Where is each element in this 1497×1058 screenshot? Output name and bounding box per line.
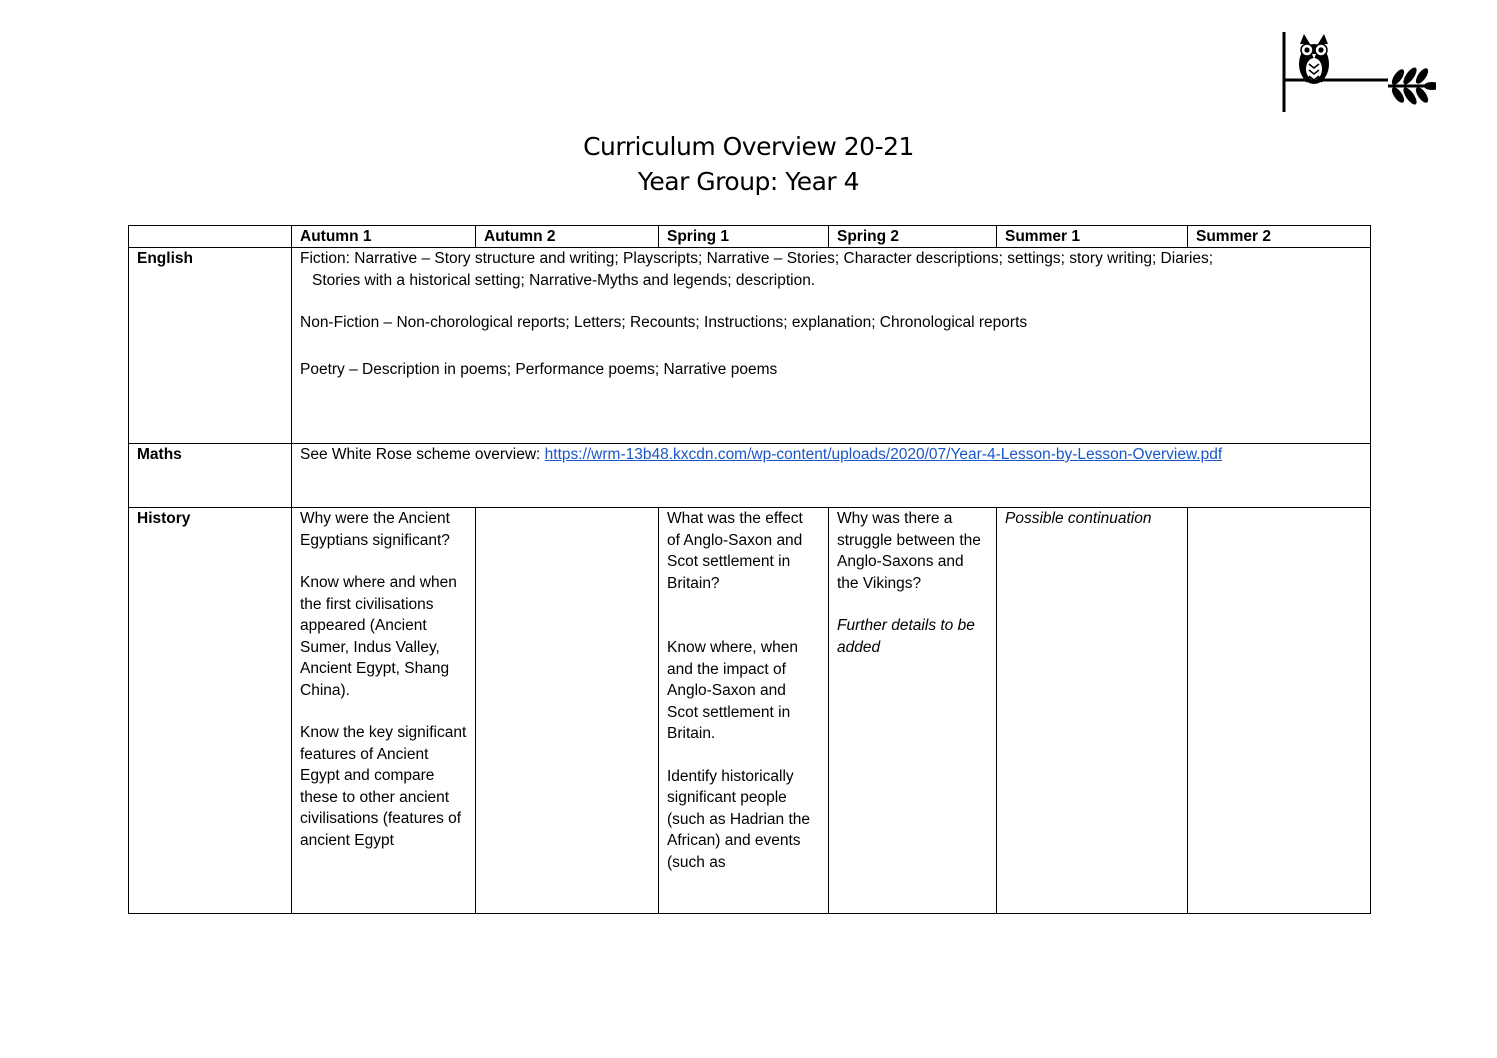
header-summer-1: Summer 1 — [997, 226, 1188, 248]
header-spring-2: Spring 2 — [829, 226, 997, 248]
maths-content — [292, 444, 1371, 508]
history-spring1-question: What was the effect of Anglo-Saxon and Scot settlement in Britain? — [667, 510, 803, 592]
page-title: Curriculum Overview 20-21 — [583, 132, 914, 161]
english-fiction: Fiction: Narrative – Story structure and writing; Playscripts; Narrative – Stories; Character descriptions; settings; story writing; Diaries; — [300, 250, 1214, 267]
owl-logo-icon — [1276, 30, 1436, 114]
maths-row — [129, 444, 1371, 508]
history-autumn1-question: Why were the Ancient Egyptians significant? — [300, 510, 450, 549]
history-spring2-note: Further details to be added — [837, 617, 975, 656]
english-poetry: Poetry – Description in poems; Performance poems; Narrative poems — [300, 360, 778, 378]
page-subtitle: Year Group: Year 4 — [637, 167, 860, 196]
header-cell-empty — [129, 226, 292, 248]
english-row — [129, 248, 1371, 444]
subject-history: History — [129, 508, 292, 914]
history-summer-1 — [997, 508, 1188, 914]
header-autumn-1: Autumn 1 — [292, 226, 476, 248]
history-spring1-objective-2: Identify historically significant people (such as Hadrian the African) and events (such as — [667, 767, 811, 871]
subject-maths: Maths — [129, 444, 292, 508]
header-summer-2: Summer 2 — [1188, 226, 1371, 248]
history-spring1-objective-1: Know where, when and the impact of Anglo-Saxon and Scot settlement in Britain. — [667, 639, 798, 742]
english-fiction-cont: Stories with a historical setting; Narrative-Myths and legends; description. — [312, 271, 816, 289]
history-summer-2 — [1188, 508, 1371, 914]
history-autumn1-objective-1: Know where and when the first civilisations appeared (Ancient Sumer, Indus Valley, Ancient Egypt, Shang China). — [300, 574, 457, 699]
header-autumn-2: Autumn 2 — [476, 226, 659, 248]
history-spring-2 — [829, 508, 997, 914]
header-row — [129, 226, 1371, 248]
history-autumn1-objective-2: Know the key significant features of Ancient Egypt and compare these to other ancient civilisations (features of ancient Egypt — [300, 724, 467, 849]
english-nonfiction: Non-Fiction – Non-chorological reports; Letters; Recounts; Instructions; explanation; Chronological reports — [300, 314, 1028, 331]
header-spring-1: Spring 1 — [659, 226, 829, 248]
history-row — [129, 508, 1371, 914]
history-spring2-question: Why was there a struggle between the Anglo-Saxons and the Vikings? — [837, 510, 981, 592]
curriculum-table — [128, 225, 1371, 914]
history-summer1-note: Possible continuation — [1005, 510, 1152, 527]
history-autumn-2 — [476, 508, 659, 914]
english-content — [292, 248, 1371, 444]
maths-text: See White Rose scheme overview: — [300, 446, 545, 463]
white-rose-link[interactable]: https://wrm-13b48.kxcdn.com/wp-content/uploads/2020/07/Year-4-Lesson-by-Lesson-Overview.pdf — [544, 446, 1223, 463]
history-autumn-1 — [292, 508, 476, 914]
subject-english: English — [129, 248, 292, 444]
history-spring-1 — [659, 508, 829, 914]
